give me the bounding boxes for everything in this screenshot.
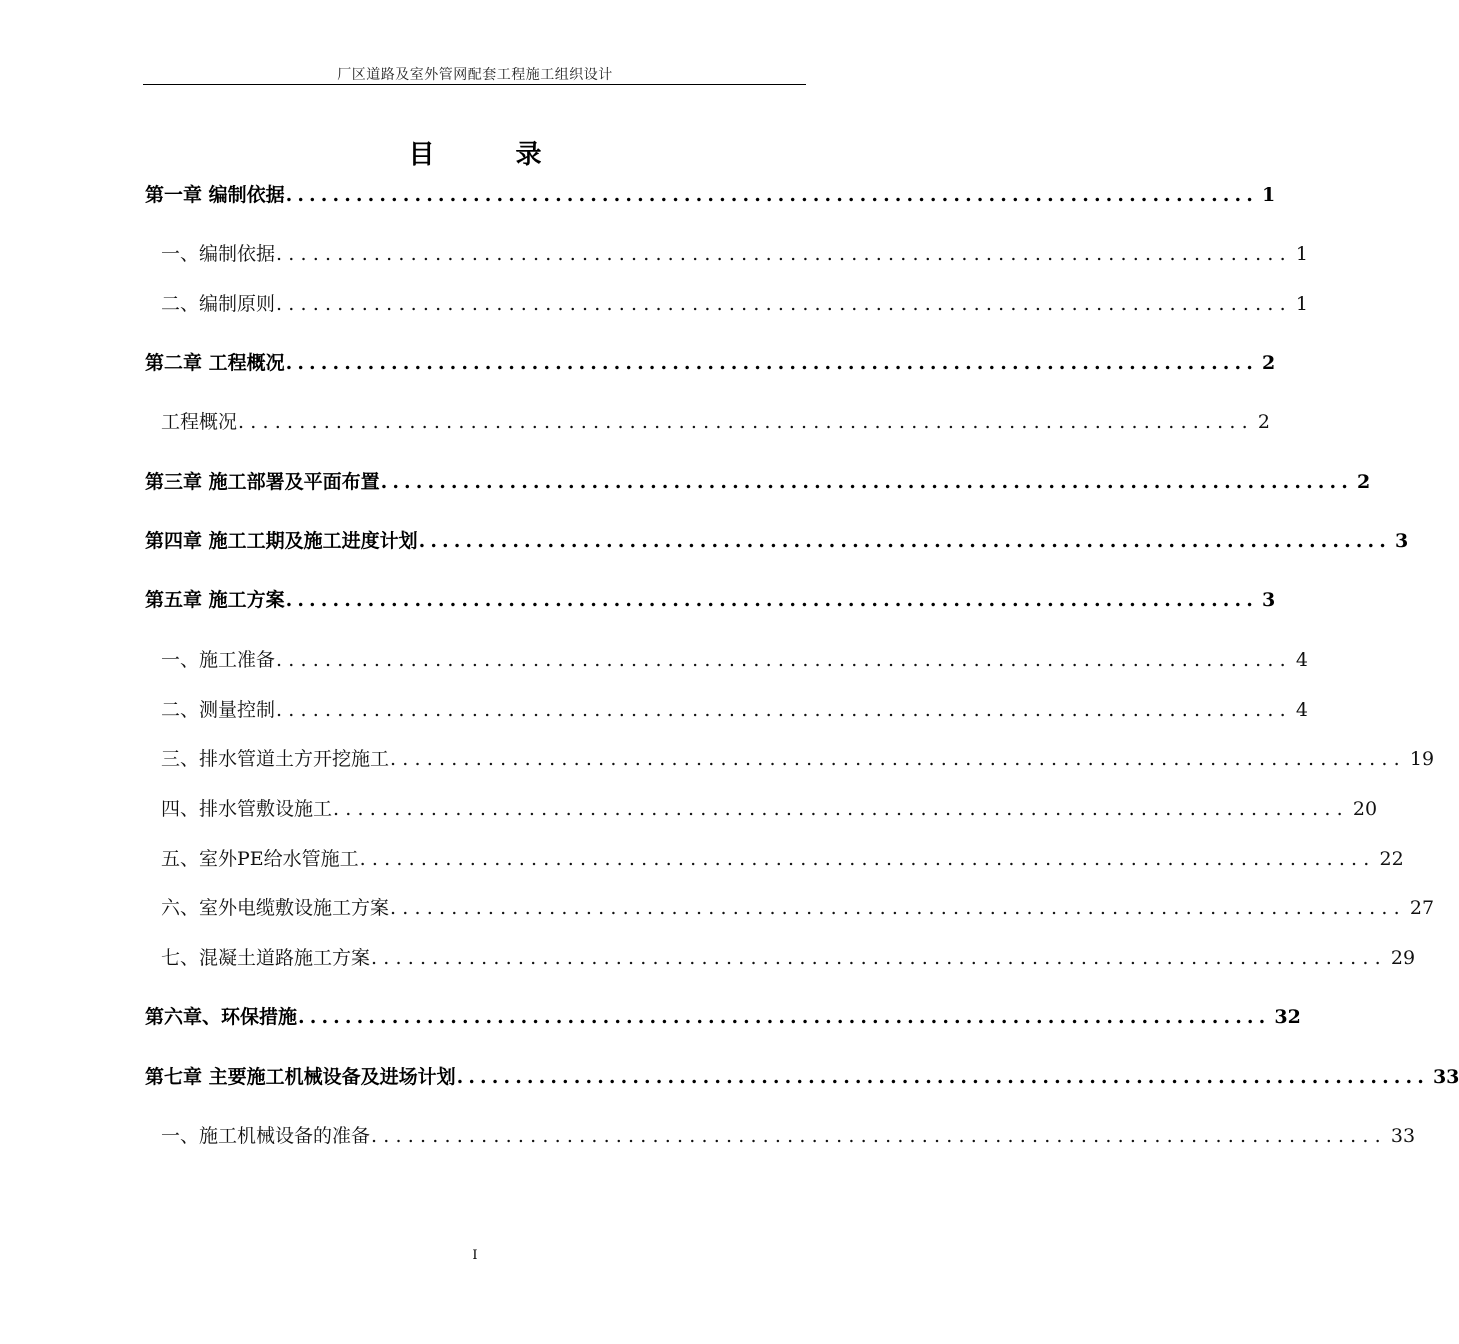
toc-leader: ................................................................................... bbox=[276, 699, 1292, 721]
toc-entry-section-5-5[interactable] bbox=[161, 844, 1404, 874]
toc-entry-text: 一、施工机械设备的准备 bbox=[161, 1125, 371, 1147]
toc-entry-text: 第六章、环保措施 bbox=[145, 1006, 298, 1028]
toc-leader: ................................................................................... bbox=[371, 947, 1387, 969]
toc-leader: ................................................................................... bbox=[238, 411, 1254, 433]
toc-page-number: 2 bbox=[1257, 411, 1270, 433]
toc-page-number: 4 bbox=[1295, 699, 1308, 721]
toc-entry-section-2-1[interactable] bbox=[161, 407, 1270, 437]
toc-entry-text: 工程概况 bbox=[161, 411, 238, 433]
toc-entry-section-5-2[interactable] bbox=[161, 695, 1308, 725]
toc-leader: ................................................................................... bbox=[333, 798, 1349, 820]
toc-page-number: 1 bbox=[1295, 243, 1308, 265]
toc-entry-text: 五、室外PE给水管施工 bbox=[161, 848, 359, 870]
toc-entry-text: 六、室外电缆敷设施工方案 bbox=[161, 897, 390, 919]
toc-entry-chapter-7[interactable] bbox=[145, 1062, 1459, 1092]
toc-entry-text: 第五章 施工方案 bbox=[145, 589, 285, 611]
toc-entry-text: 二、编制原则 bbox=[161, 293, 276, 315]
toc-leader: ................................................................................... bbox=[390, 748, 1406, 770]
toc-entry-section-5-7[interactable] bbox=[161, 943, 1416, 973]
toc-leader: ................................................................................... bbox=[276, 243, 1292, 265]
toc-entry-section-5-3[interactable] bbox=[161, 744, 1435, 774]
toc-entry-text: 第一章 编制依据 bbox=[145, 184, 285, 206]
toc-entry-section-5-4[interactable] bbox=[161, 794, 1378, 824]
toc-page-number: 3 bbox=[1394, 530, 1409, 552]
toc-leader: ................................................................................... bbox=[418, 530, 1391, 552]
toc-entry-section-5-6[interactable] bbox=[161, 893, 1435, 923]
toc-entry-section-1-1[interactable] bbox=[161, 239, 1308, 269]
toc-entry-text: 二、测量控制 bbox=[161, 699, 276, 721]
toc-entry-section-1-2[interactable] bbox=[161, 289, 1308, 319]
toc-page-number: 20 bbox=[1352, 798, 1378, 820]
toc-leader: ................................................................................... bbox=[371, 1125, 1387, 1147]
toc-title: 目 录 bbox=[408, 140, 578, 170]
toc-entry-section-7-1[interactable] bbox=[161, 1121, 1416, 1151]
toc-entry-text: 四、排水管敷设施工 bbox=[161, 798, 333, 820]
toc-leader: ................................................................................... bbox=[285, 352, 1258, 374]
toc-page-number: 3 bbox=[1261, 589, 1276, 611]
toc-entry-text: 第二章 工程概况 bbox=[145, 352, 285, 374]
toc-entry-text: 第七章 主要施工机械设备及进场计划 bbox=[145, 1066, 456, 1088]
toc-page-number: 1 bbox=[1261, 184, 1276, 206]
toc-page-number: 29 bbox=[1390, 947, 1416, 969]
toc-page-number: 22 bbox=[1379, 848, 1404, 870]
header-rule bbox=[143, 84, 806, 85]
toc-page-number: 27 bbox=[1409, 897, 1435, 919]
toc-entry-chapter-2[interactable] bbox=[145, 348, 1276, 378]
toc-page-number: 32 bbox=[1274, 1006, 1301, 1028]
toc-entry-chapter-5[interactable] bbox=[145, 585, 1276, 615]
toc-entry-text: 七、混凝土道路施工方案 bbox=[161, 947, 371, 969]
toc-entry-chapter-4[interactable] bbox=[145, 526, 1409, 556]
toc-leader: ................................................................................... bbox=[298, 1006, 1271, 1028]
toc-page-number: 2 bbox=[1356, 471, 1371, 493]
toc-leader: ................................................................................... bbox=[276, 293, 1292, 315]
toc-entry-chapter-1[interactable] bbox=[145, 180, 1276, 210]
toc-leader: ................................................................................... bbox=[285, 184, 1258, 206]
toc-entry-text: 一、施工准备 bbox=[161, 649, 276, 671]
toc-entry-section-5-1[interactable] bbox=[161, 645, 1308, 675]
toc-page-number: 33 bbox=[1390, 1125, 1416, 1147]
toc-entry-chapter-6[interactable] bbox=[145, 1002, 1301, 1032]
running-header: 厂区道路及室外管网配套工程施工组织设计 bbox=[337, 67, 613, 83]
toc-leader: ................................................................................... bbox=[390, 897, 1406, 919]
toc-page-number: 33 bbox=[1432, 1066, 1459, 1088]
toc-leader: ................................................................................... bbox=[380, 471, 1353, 493]
toc-page-number: 1 bbox=[1295, 293, 1308, 315]
toc-entry-text: 三、排水管道土方开挖施工 bbox=[161, 748, 390, 770]
toc-leader: ................................................................................... bbox=[456, 1066, 1429, 1088]
toc-entry-text: 一、编制依据 bbox=[161, 243, 276, 265]
toc-page-number: 4 bbox=[1295, 649, 1308, 671]
toc-leader: ................................................................................... bbox=[276, 649, 1292, 671]
toc-entry-text: 第四章 施工工期及施工进度计划 bbox=[145, 530, 418, 552]
toc-page-number: 2 bbox=[1261, 352, 1276, 374]
toc-leader: ................................................................................... bbox=[285, 589, 1258, 611]
toc-page-number: 19 bbox=[1409, 748, 1435, 770]
toc-leader: ................................................................................... bbox=[359, 848, 1376, 870]
toc-entry-text: 第三章 施工部署及平面布置 bbox=[145, 471, 380, 493]
toc-entry-chapter-3[interactable] bbox=[145, 467, 1371, 497]
footer-page-number: I bbox=[472, 1248, 478, 1263]
